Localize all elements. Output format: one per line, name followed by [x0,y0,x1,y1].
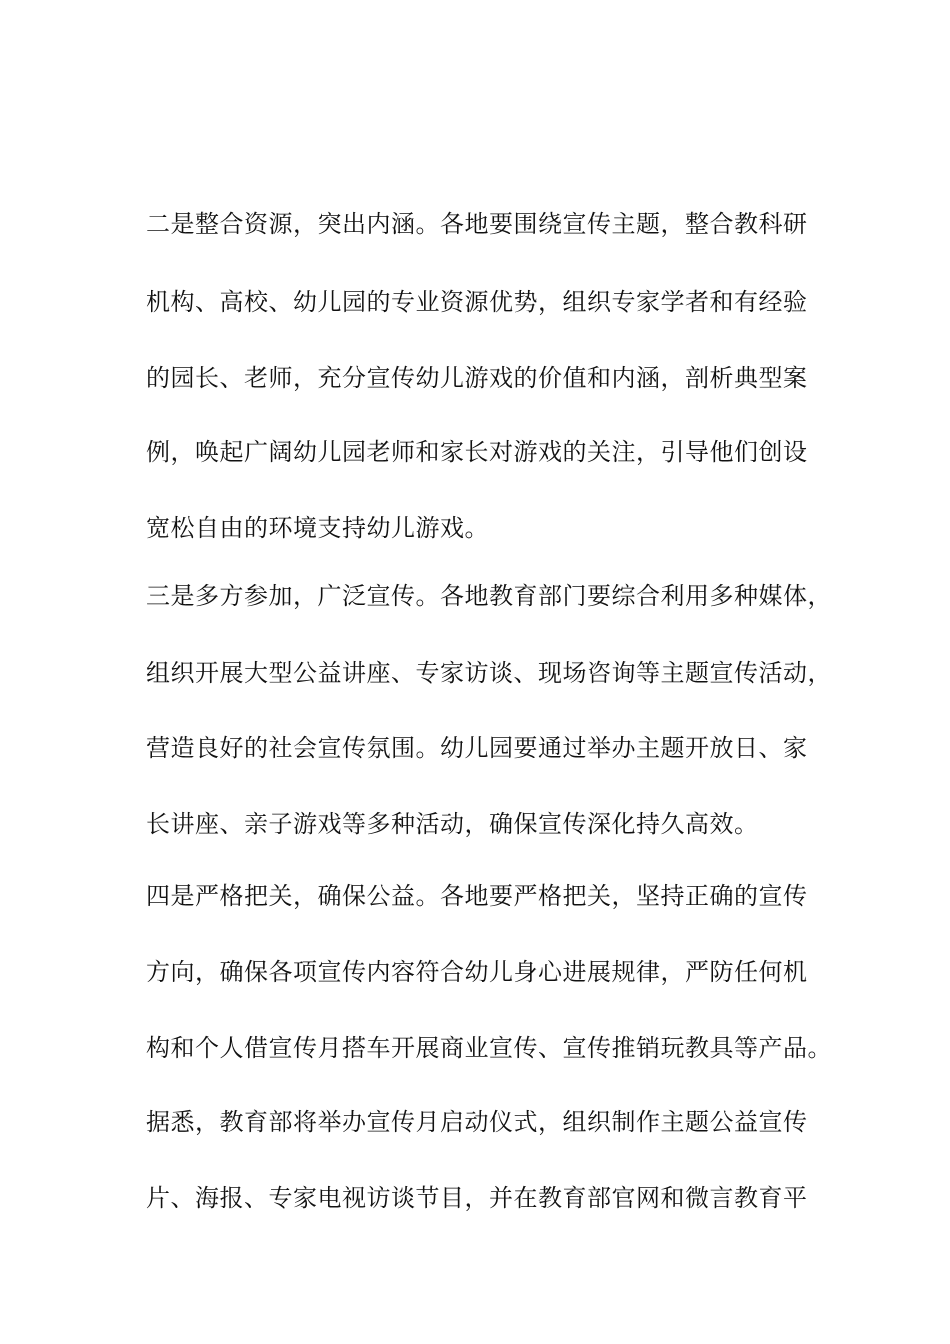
paragraph-line: 机构、高校、幼儿园的专业资源优势，组织专家学者和有经验 [146,288,808,316]
paragraph-line: 例，唤起广阔幼儿园老师和家长对游戏的关注，引导他们创设 [146,438,808,466]
paragraph-line: 长讲座、亲子游戏等多种活动，确保宣传深化持久高效。 [146,810,759,838]
paragraph-line: 方向，确保各项宣传内容符合幼儿身心进展规律，严防任何机 [146,958,808,986]
paragraph-line: 片、海报、专家电视访谈节目，并在教育部官网和微言教育平 [146,1184,808,1212]
paragraph-line: 构和个人借宣传月搭车开展商业宣传、宣传推销玩教具等产品。 [146,1034,832,1062]
paragraph-line: 二是整合资源，突出内涵。各地要围绕宣传主题，整合教科研 [146,210,808,238]
paragraph-line: 宽松自由的环境支持幼儿游戏。 [146,514,489,542]
paragraph-line: 组织开展大型公益讲座、专家访谈、现场咨询等主题宣传活动， [146,659,832,687]
paragraph-line: 三是多方参加，广泛宣传。各地教育部门要综合利用多种媒体， [146,582,832,610]
paragraph-line: 营造良好的社会宣传氛围。幼儿园要通过举办主题开放日、家 [146,734,808,762]
paragraph-line: 四是严格把关，确保公益。各地要严格把关，坚持正确的宣传 [146,882,808,910]
paragraph-line: 据悉，教育部将举办宣传月启动仪式，组织制作主题公益宣传 [146,1108,808,1136]
paragraph-line: 的园长、老师，充分宣传幼儿游戏的价值和内涵，剖析典型案 [146,364,808,392]
